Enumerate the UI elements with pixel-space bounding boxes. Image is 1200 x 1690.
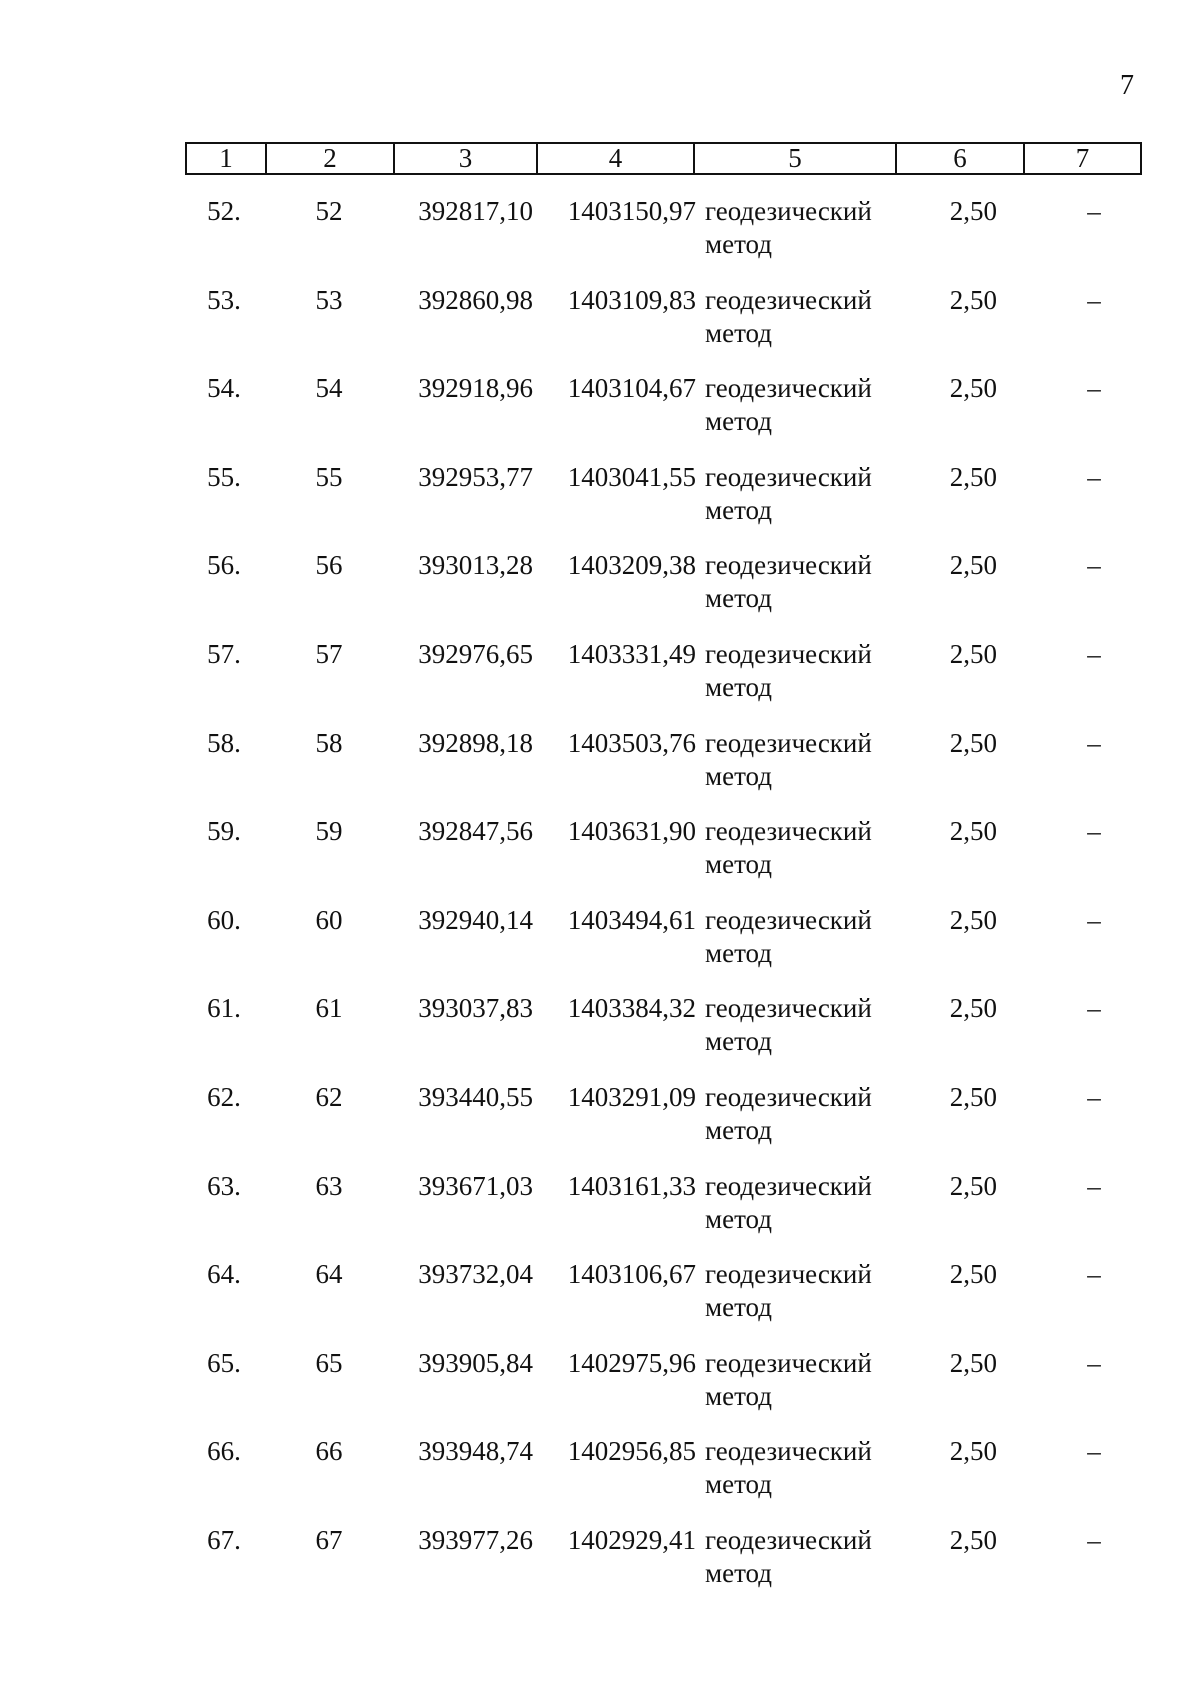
note: –: [1087, 284, 1101, 315]
row-number: 66.: [207, 1436, 241, 1467]
point-id: 58: [315, 727, 343, 758]
method: [705, 638, 905, 704]
method-line-1: геодезический: [705, 1259, 872, 1290]
table-row: [185, 1258, 1140, 1347]
precision: 2,50: [949, 284, 997, 315]
method: [705, 1081, 905, 1147]
note: –: [1087, 1436, 1101, 1467]
point-id: 61: [315, 993, 343, 1024]
method-line-1: геодезический: [705, 1347, 872, 1378]
note: –: [1087, 1347, 1101, 1378]
note: –: [1087, 1524, 1101, 1555]
coordinate-y: 1403503,76: [567, 727, 696, 758]
method-line-2: метод: [705, 671, 772, 702]
method-line-1: геодезический: [705, 196, 872, 226]
coordinate-x: 393977,26: [418, 1524, 533, 1555]
method: [705, 284, 905, 350]
point-id: 65: [315, 1347, 343, 1378]
note: –: [1087, 816, 1101, 847]
method-line-1: геодезический: [705, 904, 872, 935]
header-cell-4: 4: [537, 143, 694, 174]
method-line-2: метод: [705, 406, 772, 437]
column-number-header: [185, 142, 1142, 175]
method-line-1: геодезический: [705, 1436, 872, 1467]
precision: 2,50: [949, 1524, 997, 1555]
header-cell-7: 7: [1024, 143, 1141, 174]
method: [705, 372, 905, 438]
header-row: [186, 143, 1141, 174]
table-row: [185, 1081, 1140, 1170]
precision: 2,50: [949, 1436, 997, 1467]
page-number: 7: [1120, 70, 1134, 101]
note: –: [1087, 1081, 1101, 1112]
coordinates-table-body: [185, 195, 1140, 1613]
note: –: [1087, 550, 1101, 581]
precision: 2,50: [949, 993, 997, 1024]
method-line-1: геодезический: [705, 284, 872, 315]
precision: 2,50: [949, 1081, 997, 1112]
method-line-2: метод: [705, 229, 772, 259]
table-row: [185, 549, 1140, 638]
coordinate-y: 1403150,97: [567, 196, 696, 226]
coordinate-y: 1403384,32: [567, 993, 696, 1024]
coordinate-x: 392953,77: [418, 461, 533, 492]
coordinate-x: 393905,84: [418, 1347, 533, 1378]
method-line-1: геодезический: [705, 373, 872, 404]
row-number: 52.: [207, 196, 241, 226]
precision: 2,50: [949, 1170, 997, 1201]
method-line-2: метод: [705, 494, 772, 525]
coordinate-x: 392918,96: [418, 373, 533, 404]
method-line-1: геодезический: [705, 993, 872, 1024]
coordinate-x: 392860,98: [418, 284, 533, 315]
method-line-1: геодезический: [705, 816, 872, 847]
row-number: 65.: [207, 1347, 241, 1378]
precision: 2,50: [949, 550, 997, 581]
coordinate-y: 1403161,33: [567, 1170, 696, 1201]
table-row: [185, 992, 1140, 1081]
precision: 2,50: [949, 904, 997, 935]
table-row: [185, 372, 1140, 461]
point-id: 54: [315, 373, 343, 404]
method-line-1: геодезический: [705, 1081, 872, 1112]
coordinate-x: 392898,18: [418, 727, 533, 758]
row-number: 54.: [207, 373, 241, 404]
precision: 2,50: [949, 816, 997, 847]
method: [705, 1347, 905, 1413]
note: –: [1087, 1170, 1101, 1201]
row-number: 64.: [207, 1259, 241, 1290]
note: –: [1087, 196, 1101, 226]
point-id: 62: [315, 1081, 343, 1112]
table-row: [185, 904, 1140, 993]
note: –: [1087, 727, 1101, 758]
method-line-2: метод: [705, 1292, 772, 1323]
method: [705, 815, 905, 881]
table-row: [185, 284, 1140, 373]
point-id: 60: [315, 904, 343, 935]
precision: 2,50: [949, 373, 997, 404]
coordinate-x: 393440,55: [418, 1081, 533, 1112]
table-row: [185, 1170, 1140, 1259]
method-line-2: метод: [705, 760, 772, 791]
row-number: 53.: [207, 284, 241, 315]
header-cell-5: 5: [694, 143, 896, 174]
note: –: [1087, 373, 1101, 404]
note: –: [1087, 993, 1101, 1024]
table-row: [185, 1435, 1140, 1524]
point-id: 57: [315, 638, 343, 669]
coordinate-y: 1403291,09: [567, 1081, 696, 1112]
table-row: [185, 461, 1140, 550]
coordinate-y: 1403106,67: [567, 1259, 696, 1290]
header-cell-2: 2: [266, 143, 394, 174]
method-line-2: метод: [705, 1557, 772, 1588]
precision: 2,50: [949, 638, 997, 669]
row-number: 55.: [207, 461, 241, 492]
method: [705, 1258, 905, 1324]
note: –: [1087, 461, 1101, 492]
header-cell-3: 3: [394, 143, 537, 174]
method-line-2: метод: [705, 1203, 772, 1234]
method: [705, 549, 905, 615]
coordinate-x: 392847,56: [418, 816, 533, 847]
point-id: 66: [315, 1436, 343, 1467]
row-number: 60.: [207, 904, 241, 935]
coordinate-x: 393671,03: [418, 1170, 533, 1201]
coordinate-y: 1403109,83: [567, 284, 696, 315]
table-row: [185, 195, 1140, 284]
method: [705, 727, 905, 793]
coordinate-y: 1402929,41: [567, 1524, 696, 1555]
row-number: 61.: [207, 993, 241, 1024]
point-id: 52: [315, 196, 343, 226]
precision: 2,50: [949, 727, 997, 758]
method-line-2: метод: [705, 317, 772, 348]
row-number: 63.: [207, 1170, 241, 1201]
note: –: [1087, 904, 1101, 935]
method-line-2: метод: [705, 583, 772, 614]
header-cell-6: 6: [896, 143, 1024, 174]
method: [705, 461, 905, 527]
method-line-1: геодезический: [705, 1524, 872, 1555]
method-line-1: геодезический: [705, 727, 872, 758]
point-id: 67: [315, 1524, 343, 1555]
precision: 2,50: [949, 196, 997, 226]
method-line-2: метод: [705, 1380, 772, 1411]
method-line-1: геодезический: [705, 461, 872, 492]
coordinate-y: 1403631,90: [567, 816, 696, 847]
coordinate-y: 1402956,85: [567, 1436, 696, 1467]
table-row: [185, 1347, 1140, 1436]
method: [705, 1524, 905, 1590]
coordinate-y: 1403494,61: [567, 904, 696, 935]
coordinate-x: 392940,14: [418, 904, 533, 935]
header-cell-1: 1: [186, 143, 266, 174]
coordinate-x: 393013,28: [418, 550, 533, 581]
row-number: 57.: [207, 638, 241, 669]
method: [705, 1435, 905, 1501]
method-line-2: метод: [705, 1026, 772, 1057]
point-id: 63: [315, 1170, 343, 1201]
point-id: 56: [315, 550, 343, 581]
method-line-1: геодезический: [705, 1170, 872, 1201]
point-id: 53: [315, 284, 343, 315]
method: [705, 1170, 905, 1236]
coordinate-y: 1403331,49: [567, 638, 696, 669]
coordinate-x: 392976,65: [418, 638, 533, 669]
point-id: 59: [315, 816, 343, 847]
coordinate-x: 392817,10: [418, 196, 533, 226]
precision: 2,50: [949, 1347, 997, 1378]
method-line-2: метод: [705, 1114, 772, 1145]
coordinate-x: 393948,74: [418, 1436, 533, 1467]
method-line-1: геодезический: [705, 638, 872, 669]
precision: 2,50: [949, 1259, 997, 1290]
row-number: 67.: [207, 1524, 241, 1555]
method: [705, 195, 905, 261]
table-row: [185, 727, 1140, 816]
method-line-2: метод: [705, 1469, 772, 1500]
row-number: 59.: [207, 816, 241, 847]
method-line-2: метод: [705, 849, 772, 880]
note: –: [1087, 638, 1101, 669]
note: –: [1087, 1259, 1101, 1290]
row-number: 56.: [207, 550, 241, 581]
table-row: [185, 638, 1140, 727]
row-number: 58.: [207, 727, 241, 758]
coordinate-x: 393037,83: [418, 993, 533, 1024]
method: [705, 992, 905, 1058]
method-line-1: геодезический: [705, 550, 872, 581]
method-line-2: метод: [705, 937, 772, 968]
coordinate-y: 1403209,38: [567, 550, 696, 581]
table-row: [185, 1524, 1140, 1613]
coordinate-y: 1402975,96: [567, 1347, 696, 1378]
method: [705, 904, 905, 970]
coordinate-y: 1403104,67: [567, 373, 696, 404]
precision: 2,50: [949, 461, 997, 492]
row-number: 62.: [207, 1081, 241, 1112]
point-id: 55: [315, 461, 343, 492]
table-row: [185, 815, 1140, 904]
point-id: 64: [315, 1259, 343, 1290]
coordinate-x: 393732,04: [418, 1259, 533, 1290]
coordinate-y: 1403041,55: [567, 461, 696, 492]
